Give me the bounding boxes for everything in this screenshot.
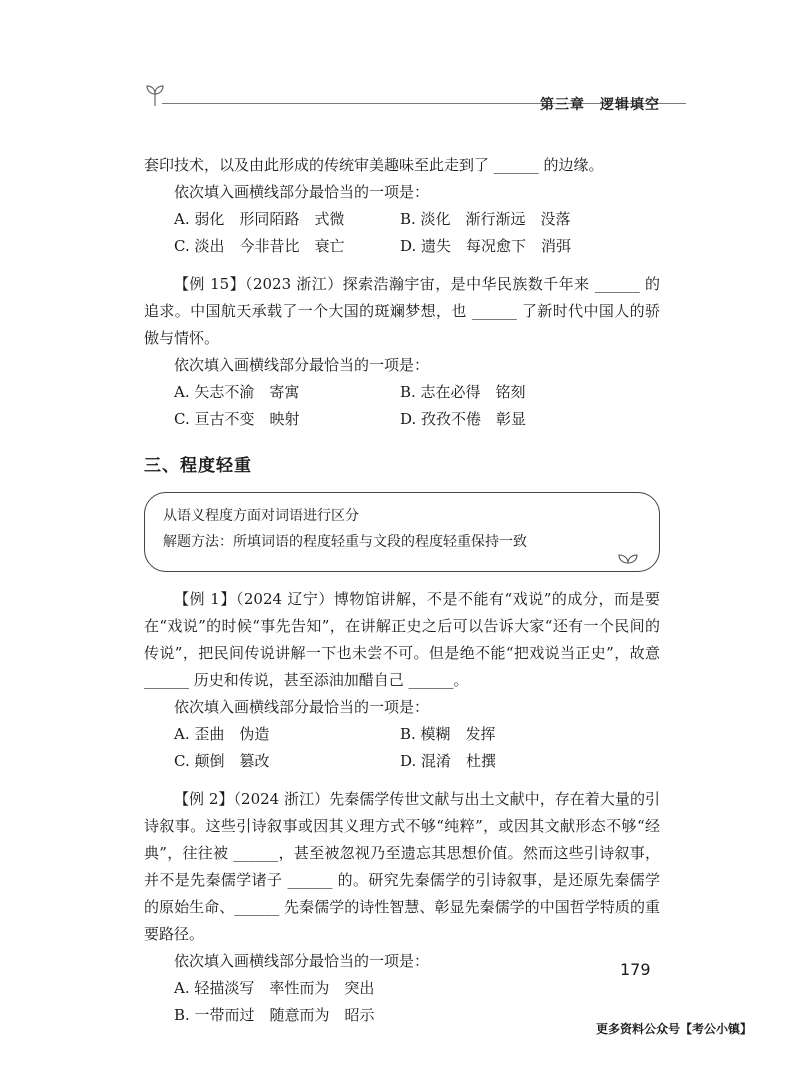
page-number: 179: [620, 960, 651, 979]
option-d: D. 遗失 每况愈下 消弭: [400, 237, 572, 255]
question-instruction: 依次填入画横线部分最恰当的一项是：: [174, 356, 430, 374]
option-b: B. 淡化 渐行渐远 没落: [400, 210, 571, 228]
option-a: A. 弱化 形同陌路 式微: [174, 210, 345, 228]
option-a: A. 轻描淡写 率性而为 突出: [174, 979, 375, 997]
option-a: A. 歪曲 伪造: [174, 725, 270, 743]
box-line-1: 从语义程度方面对词语进行区分: [163, 508, 359, 524]
option-c: C. 颠倒 篡改: [174, 752, 270, 770]
option-d: D. 孜孜不倦 彰显: [400, 410, 527, 428]
option-list: [174, 975, 660, 1029]
question-instruction: 依次填入画横线部分最恰当的一项是：: [174, 952, 430, 970]
question-text: 套印技术，以及由此形成的传统审美趣味至此走到了 ______ 的边缘。: [144, 156, 604, 174]
method-box: [144, 492, 660, 572]
option-b: B. 模糊 发挥: [400, 725, 496, 743]
option-b: B. 志在必得 铭刻: [400, 383, 526, 401]
question-text: 【例 15】（2023 浙江）探索浩瀚宇宙，是中华民族数千年来 ______ 的追求。中国航天承载了一个大国的斑斓梦想，也 ______ 了新时代中国人的骄傲与情怀。: [144, 275, 660, 347]
section-heading: 三、程度轻重: [144, 456, 252, 476]
question-text: 【例 1】（2024 辽宁）博物馆讲解，不是不能有“戏说”的成分，而是要在“戏说”的时候“事先告知”，在讲解正史之后可以告诉大家“还有一个民间的传说”，把民间传说讲解一下也未尝不可。但是绝不能“把戏说当正史”，故意 ______ 历史和传说，甚至添油加醋自己 ______。: [144, 590, 660, 689]
running-header: [144, 82, 660, 112]
box-line-2: 解题方法：所填词语的程度轻重与文段的程度轻重保持一致: [163, 534, 527, 550]
chapter-title: 第三章 逻辑填空: [540, 97, 660, 113]
option-c: C. 淡出 今非昔比 衰亡: [174, 237, 345, 255]
option-b: B. 一带而过 随意而为 昭示: [174, 1006, 375, 1024]
footer-note: 更多资料公众号【考公小镇】: [595, 1022, 752, 1036]
option-grid: [174, 206, 660, 260]
option-grid: [174, 721, 660, 775]
question-instruction: 依次填入画横线部分最恰当的一项是：: [174, 698, 430, 716]
option-c: C. 亘古不变 映射: [174, 410, 300, 428]
option-a: A. 矢志不渝 寄寓: [174, 383, 300, 401]
question-text: 【例 2】（2024 浙江）先秦儒学传世文献与出土文献中，存在着大量的引诗叙事。这些引诗叙事或因其义理方式不够“纯粹”，或因其文献形态不够“经典”，往往被 ______，甚至被忽视乃至遗忘其思想价值。然而这些引诗叙事，并不是先秦儒学诸子 ______ 的。研究先秦儒学的引诗叙事，是还原先秦儒学的原始生命、______ 先秦儒学的诗性智慧、彰显先秦儒学的中国哲学特质的重要路径。: [144, 790, 660, 943]
option-d: D. 混淆 杜撰: [400, 752, 497, 770]
option-grid: [174, 379, 660, 433]
page-content: [144, 152, 660, 1029]
question-instruction: 依次填入画横线部分最恰当的一项是：: [174, 183, 430, 201]
sprout-icon: [144, 82, 166, 108]
leaf-icon: [617, 553, 639, 565]
